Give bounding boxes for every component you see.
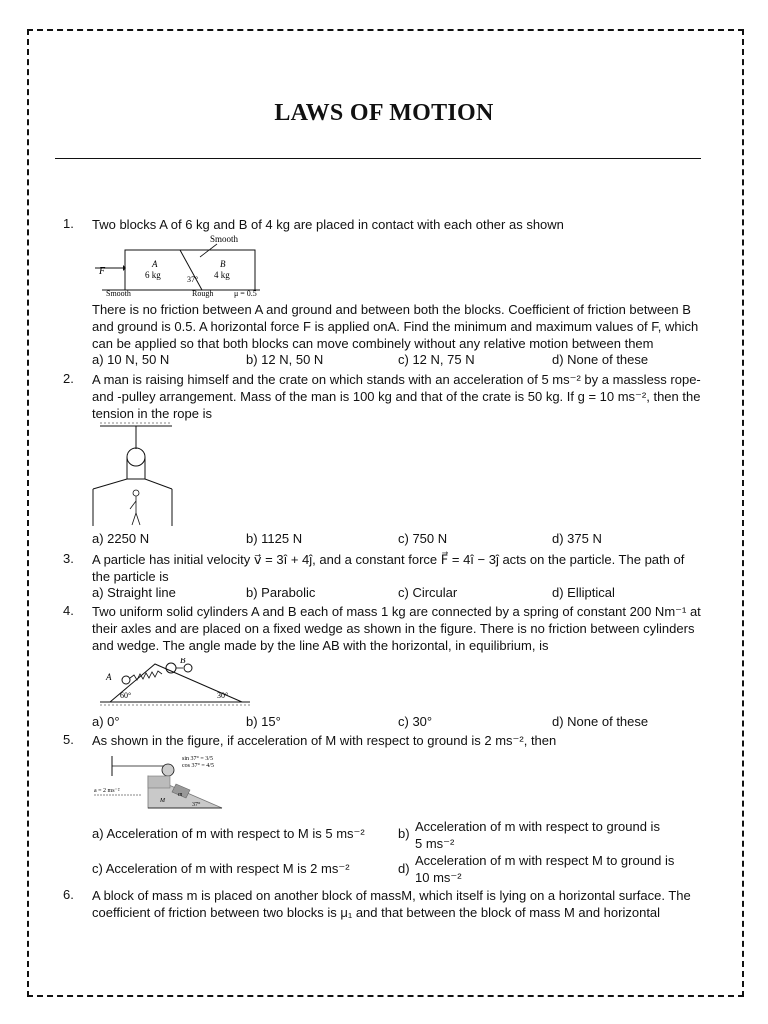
page-title: LAWS OF MOTION <box>274 100 494 126</box>
question-2-options <box>92 531 704 548</box>
question-4-options <box>92 714 704 731</box>
question-5-figure <box>92 752 224 812</box>
fig1-rough: Rough <box>192 289 214 298</box>
question-1-lead: Two blocks A of 6 kg and B of 4 kg are placed in contact with each other as shown <box>92 217 564 232</box>
question-3-text: A particle has initial velocity v⃗ = 3î + 4ĵ, and a constant force F⃗ = 4î − 3ĵ acts on the particle. The path of the particle is <box>92 552 685 584</box>
q3-option-d: d) Elliptical <box>552 585 615 600</box>
q5-option-b <box>415 818 660 852</box>
question-6-number: 6. <box>63 887 74 902</box>
fig1-angle: 37° <box>187 275 199 284</box>
q5-option-d-line1: Acceleration of m with respect M to ground is <box>415 853 675 868</box>
fig5-angle: 37° <box>192 802 201 808</box>
q3-option-c: c) Circular <box>398 585 458 600</box>
question-1-number: 1. <box>63 216 74 231</box>
q5-option-d-line2: 10 ms⁻² <box>415 870 462 885</box>
q5-option-a: a) Acceleration of m with respect to M is 5 ms⁻² <box>92 826 365 841</box>
question-4-text: Two uniform solid cylinders A and B each of mass 1 kg are connected by a spring of constant 200 Nm⁻¹ at their axles and are placed on a fixed wedge as shown in the figure. There is no friction between cylinders and wedge. The angle made by the line AB with the horizontal, in equilibrium, is <box>92 604 701 653</box>
q1-option-c: c) 12 N, 75 N <box>398 352 475 367</box>
fig4-angle-left: 60° <box>120 691 132 700</box>
q3-option-b: b) Parabolic <box>246 585 316 600</box>
fig4-angle-right: 30° <box>217 691 229 700</box>
fig1-force-label: F <box>99 266 106 277</box>
fig5-M-label: M <box>160 798 165 804</box>
q4-option-c: c) 30° <box>398 714 433 729</box>
question-4-number: 4. <box>63 603 74 618</box>
q5-option-b-line2: 5 ms⁻² <box>415 836 455 851</box>
q2-option-b: b) 1125 N <box>246 531 303 546</box>
fig5-m-label: m <box>178 792 183 798</box>
q4-option-a: a) 0° <box>92 714 120 729</box>
fig1-block-a-mass: 6 kg <box>145 270 161 280</box>
fig4-cylinder-b-label: B <box>180 658 186 665</box>
title-divider <box>55 158 701 159</box>
fig1-smooth-top: Smooth <box>210 234 239 244</box>
fig1-smooth-bottom: Smooth <box>106 289 131 298</box>
question-2-text: A man is raising himself and the crate on which stands with an acceleration of 5 ms⁻² by a massless rope-and -pulley arrangement. Mass of the man is 100 kg and that of the crate is 50 kg. If g = 10 ms⁻², then the tension in the rope is <box>92 372 701 421</box>
question-1-options <box>92 352 704 369</box>
q1-option-a: a) 10 N, 50 N <box>92 352 170 367</box>
fig1-block-b-label: B <box>220 259 226 269</box>
question-1-figure <box>92 232 262 298</box>
q4-option-b: b) 15° <box>246 714 281 729</box>
q3-option-a: a) Straight line <box>92 585 176 600</box>
fig5-acceleration: a = 2 ms⁻² <box>94 788 120 794</box>
question-4-figure <box>100 658 252 708</box>
fig5-sin: sin 37° = 3/5 <box>182 756 213 762</box>
q2-option-c: c) 750 N <box>398 531 448 546</box>
q5-option-d-label: d) <box>398 861 410 876</box>
q1-option-b: b) 12 N, 50 N <box>246 352 324 367</box>
question-1-text: There is no friction between A and ground and between both the blocks. Coefficient of friction between B and ground is 0.5. A horizontal force F is applied onA. Find the minimum and maximum values of F, which can be applied so that both blocks can move combinely without any relative motion between them <box>92 302 699 351</box>
question-3-options <box>92 585 704 602</box>
q5-option-b-label: b) <box>398 826 410 841</box>
question-3-number: 3. <box>63 551 74 566</box>
q4-option-d: d) None of these <box>552 714 649 729</box>
q5-option-b-line1: Acceleration of m with respect to ground is <box>415 819 660 834</box>
question-5-number: 5. <box>63 732 74 747</box>
fig1-block-a-label: A <box>152 259 158 269</box>
fig1-mu: μ = 0.5 <box>234 289 257 298</box>
fig4-cylinder-a-label: A <box>106 672 112 682</box>
question-2-number: 2. <box>63 371 74 386</box>
question-2-figure <box>92 421 174 528</box>
q5-option-c: c) Acceleration of m with respect M is 2 ms⁻² <box>92 861 350 876</box>
question-6-text: A block of mass m is placed on another block of massM, which itself is lying on a horizontal surface. The coefficient of friction between two blocks is μ₁ and that between the block of mass M and horizontal <box>92 888 691 920</box>
q5-option-d <box>415 852 674 886</box>
fig5-cos: cos 37° = 4/5 <box>182 763 214 769</box>
fig1-block-b-mass: 4 kg <box>214 270 230 280</box>
q2-option-d: d) 375 N <box>552 531 602 546</box>
question-5-text: As shown in the figure, if acceleration of M with respect to ground is 2 ms⁻², then <box>92 733 557 748</box>
q1-option-d: d) None of these <box>552 352 649 367</box>
q2-option-a: a) 2250 N <box>92 531 150 546</box>
